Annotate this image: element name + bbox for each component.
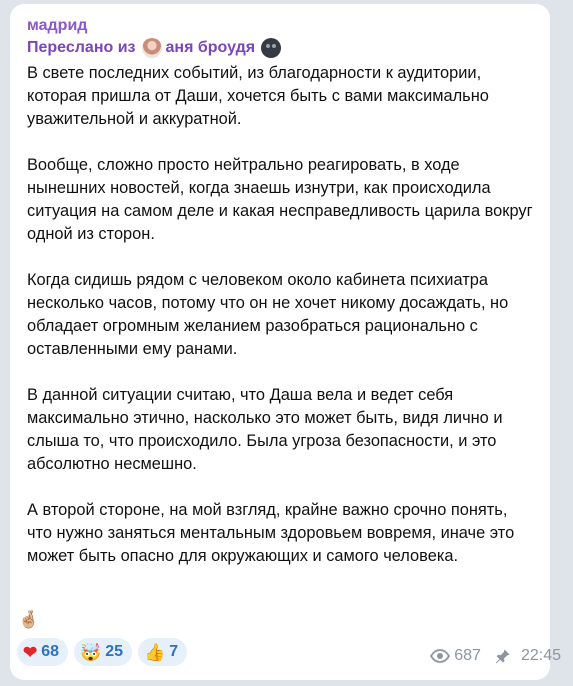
- reaction-count: 25: [105, 643, 124, 660]
- message-paragraph: А второй стороне, на мой взгляд, крайне важно срочно понять, что нужно заняться ментальным здоровьем вовремя, иначе это может быть опасно для окружающих и самого человека.: [27, 501, 515, 565]
- forwarded-name[interactable]: аня броудя: [165, 39, 256, 56]
- reaction-exploding-head[interactable]: [74, 638, 132, 666]
- heart-icon: ❤: [23, 642, 38, 662]
- message-bubble: [10, 4, 550, 680]
- reaction-count: 7: [169, 643, 179, 660]
- message-text: [27, 62, 534, 568]
- forwarded-prefix: Переслано из: [27, 39, 136, 56]
- reaction-thumbs-up[interactable]: [138, 638, 187, 666]
- sender-name[interactable]: мадрид: [27, 17, 88, 34]
- reaction-heart[interactable]: [17, 638, 68, 666]
- message-paragraph: В свете последних событий, из благодарности к аудитории, которая пришла от Даши, хочется быть с вами максимально уважительной и аккуратной.: [27, 64, 489, 128]
- thumbs-up-icon: 👍: [144, 642, 166, 662]
- exploding-head-icon: 🤯: [80, 642, 102, 662]
- forwarded-header[interactable]: [27, 36, 534, 60]
- reactions-bar: [17, 638, 187, 666]
- forwarded-avatar: [142, 38, 162, 58]
- eye-icon: [430, 649, 450, 663]
- reaction-count: 68: [41, 643, 60, 660]
- message-time: 22:45: [520, 647, 561, 664]
- crossed-fingers-emoji: 🤞🏼: [18, 610, 40, 629]
- emoji-icon: [261, 38, 281, 58]
- message-meta: [430, 647, 561, 665]
- message-paragraph: Когда сидишь рядом с человеком около кабинета психиатра несколько часов, потому что он не хочет никому досаждать, но обладает огромным желанием разобраться рационально с оставленными ему ранами.: [27, 271, 509, 358]
- view-count: 687: [454, 647, 481, 664]
- message-paragraph: В данной ситуации считаю, что Даша вела и ведет себя максимально этично, насколько это может быть, видя лично и слыша то, что происходило. Была угроза безопасности, и это абсолютно несмешно.: [27, 386, 503, 473]
- message-paragraph: Вообще, сложно просто нейтрально реагировать, в ходе нынешних новостей, когда знаешь изнутри, как происходила ситуация на самом деле и какая несправедливость царила вокруг одной из сторон.: [27, 156, 533, 243]
- pin-icon: [495, 648, 511, 664]
